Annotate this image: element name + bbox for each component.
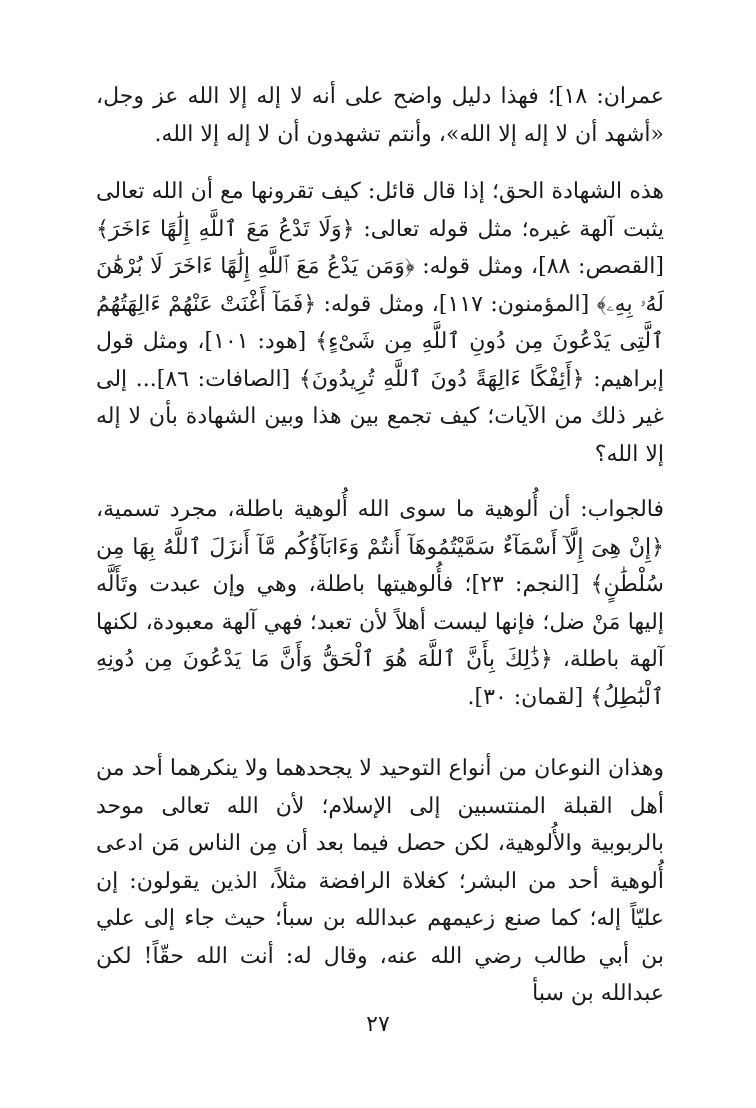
paragraph-1: عمران: ١٨]؛ فهذا دليل واضح على أنه لا إله إلا الله عز وجل، «أشهد أن لا إله إلا الله»، وأنتم تشهدون أن لا إله إلا الله. [96,84,664,147]
paragraph-2: هذه الشهادة الحق؛ إذا قال قائل: كيف تقرونها مع أن الله تعالى يثبت آلهة غيره؛ مثل قوله تعالى: ﴿وَلَا تَدْعُ مَعَ ٱللَّهِ إِلَٰهًا ءَاخَرَ﴾ [القصص: ٨٨]، ومثل قوله: ﴿وَمَن يَدْعُ مَعَ ٱللَّهِ إِلَٰهًا ءَاخَرَ لَا بُرْهَٰنَ لَهُۥ بِهِۦ﴾ [المؤمنون: ١١٧]، ومثل قوله: ﴿فَمَآ أَغْنَتْ عَنْهُمْ ءَالِهَتُهُمُ ٱلَّتِى يَدْعُونَ مِن دُونِ ٱللَّهِ مِن شَىْءٍ﴾ [هود: ١٠١]، ومثل قول إبراهيم: ﴿أَئِفْكًا ءَالِهَةً دُونَ ٱللَّهِ تُرِيدُونَ﴾ [الصافات: ٨٦]... إلى غير ذلك من الآيات؛ كيف تجمع بين هذا وبين الشهادة بأن لا إله إلا الله؟ [96,179,664,467]
paragraph-4: وهذان النوعان من أنواع التوحيد لا يجحدهما ولا ينكرهما أحد من أهل القبلة المنتسبين إلى الإسلام؛ لأن الله تعالى موحد بالربوبية والأُلوهية، لكن حصل فيما بعد أن مِن الناس مَن ادعى أُلوهية أحد من البشر؛ كغلاة الرافضة مثلاً، الذين يقولون: إن عليّاً إله؛ كما صنع زعيمهم عبدالله بن سبأ؛ حيث جاء إلى علي بن أبي طالب رضي الله عنه، وقال له: أنت الله حقّاً! لكن عبدالله بن سبأ [96,756,664,1006]
page-number: ٢٧ [366,1012,390,1037]
paragraph-3: فالجواب: أن أُلوهية ما سوى الله أُلوهية باطلة، مجرد تسمية، ﴿إِنْ هِىَ إِلَّآ أَسْمَآءٌ سَمَّيْتُمُوهَآ أَنتُمْ وَءَابَآؤُكُم مَّآ أَنزَلَ ٱللَّهُ بِهَا مِن سُلْطَٰنٍ﴾ [النجم: ٢٣]؛ فأُلوهيتها باطلة، وهي وإن عبدت وتَأَلَّه إليها مَنْ ضل؛ فإنها ليست أهلاً لأن تعبد؛ فهي آلهة معبودة، لكنها آلهة باطلة، ﴿ذَٰلِكَ بِأَنَّ ٱللَّهَ هُوَ ٱلْحَقُّ وَأَنَّ مَا يَدْعُونَ مِن دُونِهِ ٱلْبَٰطِلُ﴾ [لقمان: ٣٠]. [96,497,664,710]
